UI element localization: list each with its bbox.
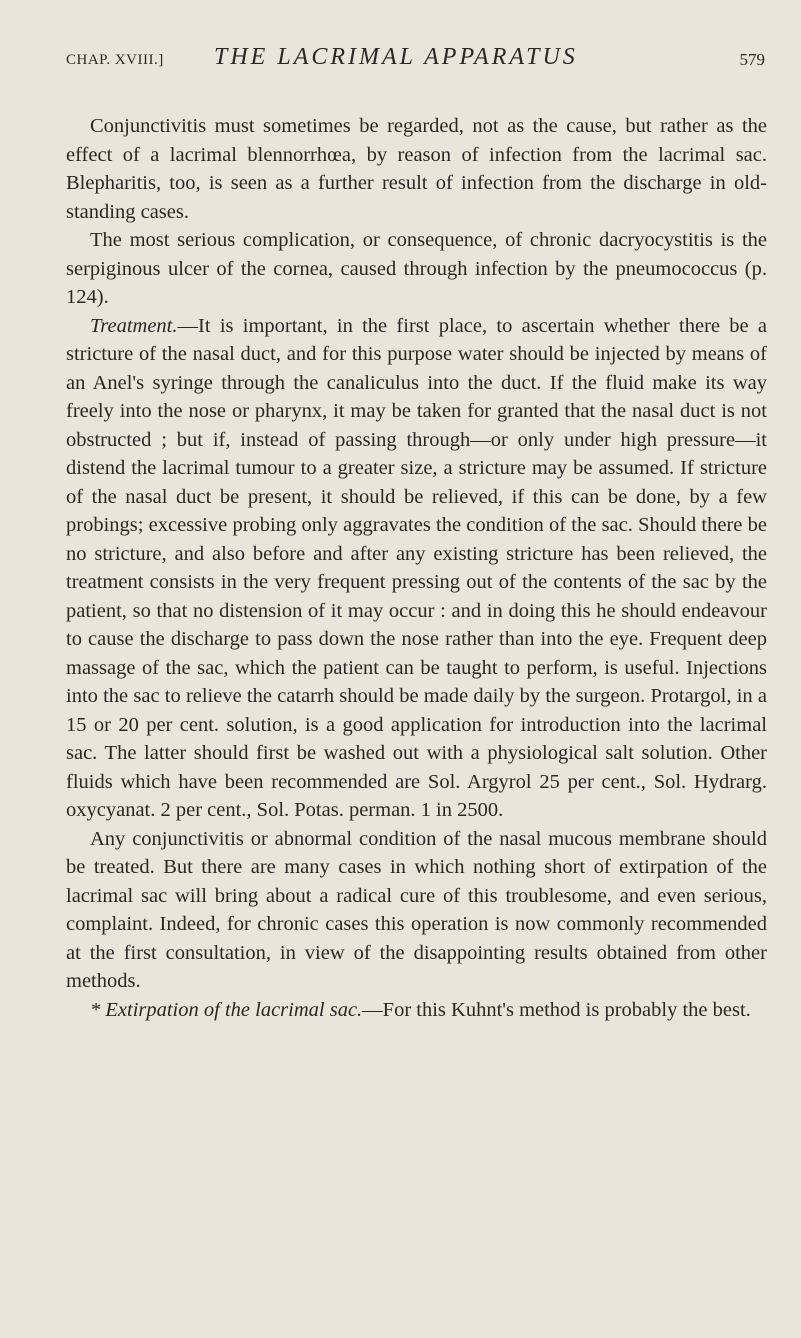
extirpation-heading: * Extirpation of the lacrimal sac.	[90, 998, 363, 1021]
page-number: 579	[739, 50, 765, 69]
running-head	[66, 44, 765, 78]
paragraph-conjunctivitis: Conjunctivitis must sometimes be regarded, not as the cause, but rather as the effect of a lacrimal blennorrhœa, by reason of infection from the lacrimal sac. Blepharitis, too, is seen as a further result of infection from the discharge in old-standing cases.	[66, 115, 767, 223]
paragraph-treatment	[66, 312, 767, 825]
treatment-heading: Treatment.	[90, 314, 178, 337]
paragraph-complication: The most serious complication, or consequence, of chronic dacryocystitis is the serpiginous ulcer of the cornea, caused through infection by the pneumococcus (p. 124).	[66, 229, 767, 308]
chapter-label: CHAP. XVIII.]	[66, 52, 164, 68]
paragraph-extirpation-note: Any conjunctivitis or abnormal condition of the nasal mucous membrane should be treated. But there are many cases in which nothing short of extirpation of the lacrimal sac will bring about a radical cure of this troublesome, and even serious, complaint. Indeed, for chronic cases this operation is now commonly recommended at the first consultation, in view of the disappointing results obtained from other methods.	[66, 827, 767, 992]
extirpation-text: —For this Kuhnt's method is probably the best.	[362, 998, 751, 1021]
body-text	[66, 112, 767, 1024]
running-title: THE LACRIMAL APPARATUS	[214, 44, 578, 70]
paragraph-extirpation-method	[66, 996, 767, 1025]
treatment-text: —It is important, in the first place, to ascertain whether there be a stricture of the nasal duct, and for this purpose water should be injected by means of an Anel's syringe through the canaliculus into the duct. If the fluid make its way freely into the nose or pharynx, it may be taken for granted that the nasal duct is not obstructed ; but if, instead of passing through—or only under high pressure—it distend the lacrimal tumour to a greater size, a stricture may be assumed. If stricture of the nasal duct be present, it should be relieved, if this can be done, by a few probings; excessive probing only aggravates the condition of the sac. Should there be no stricture, and also before and after any existing stricture has been relieved, the treatment consists in the very frequent pressing out of the contents of the sac by the patient, so that no distension of it may occur : and in doing this he should endeavour to cause the discharge to pass down the nose rather than into the eye. Frequent deep massage of the sac, which the patient can be taught to perform, is useful. Injections into the sac to relieve the catarrh should be made daily by the surgeon. Protargol, in a 15 or 20 per cent. solution, is a good application for introduction into the lacrimal sac. The latter should first be washed out with a physiological salt solution. Other fluids which have been recommended are Sol. Argyrol 25 per cent., Sol. Hydrarg. oxycyanat. 2 per cent., Sol. Potas. perman. 1 in 2500.	[66, 314, 767, 821]
